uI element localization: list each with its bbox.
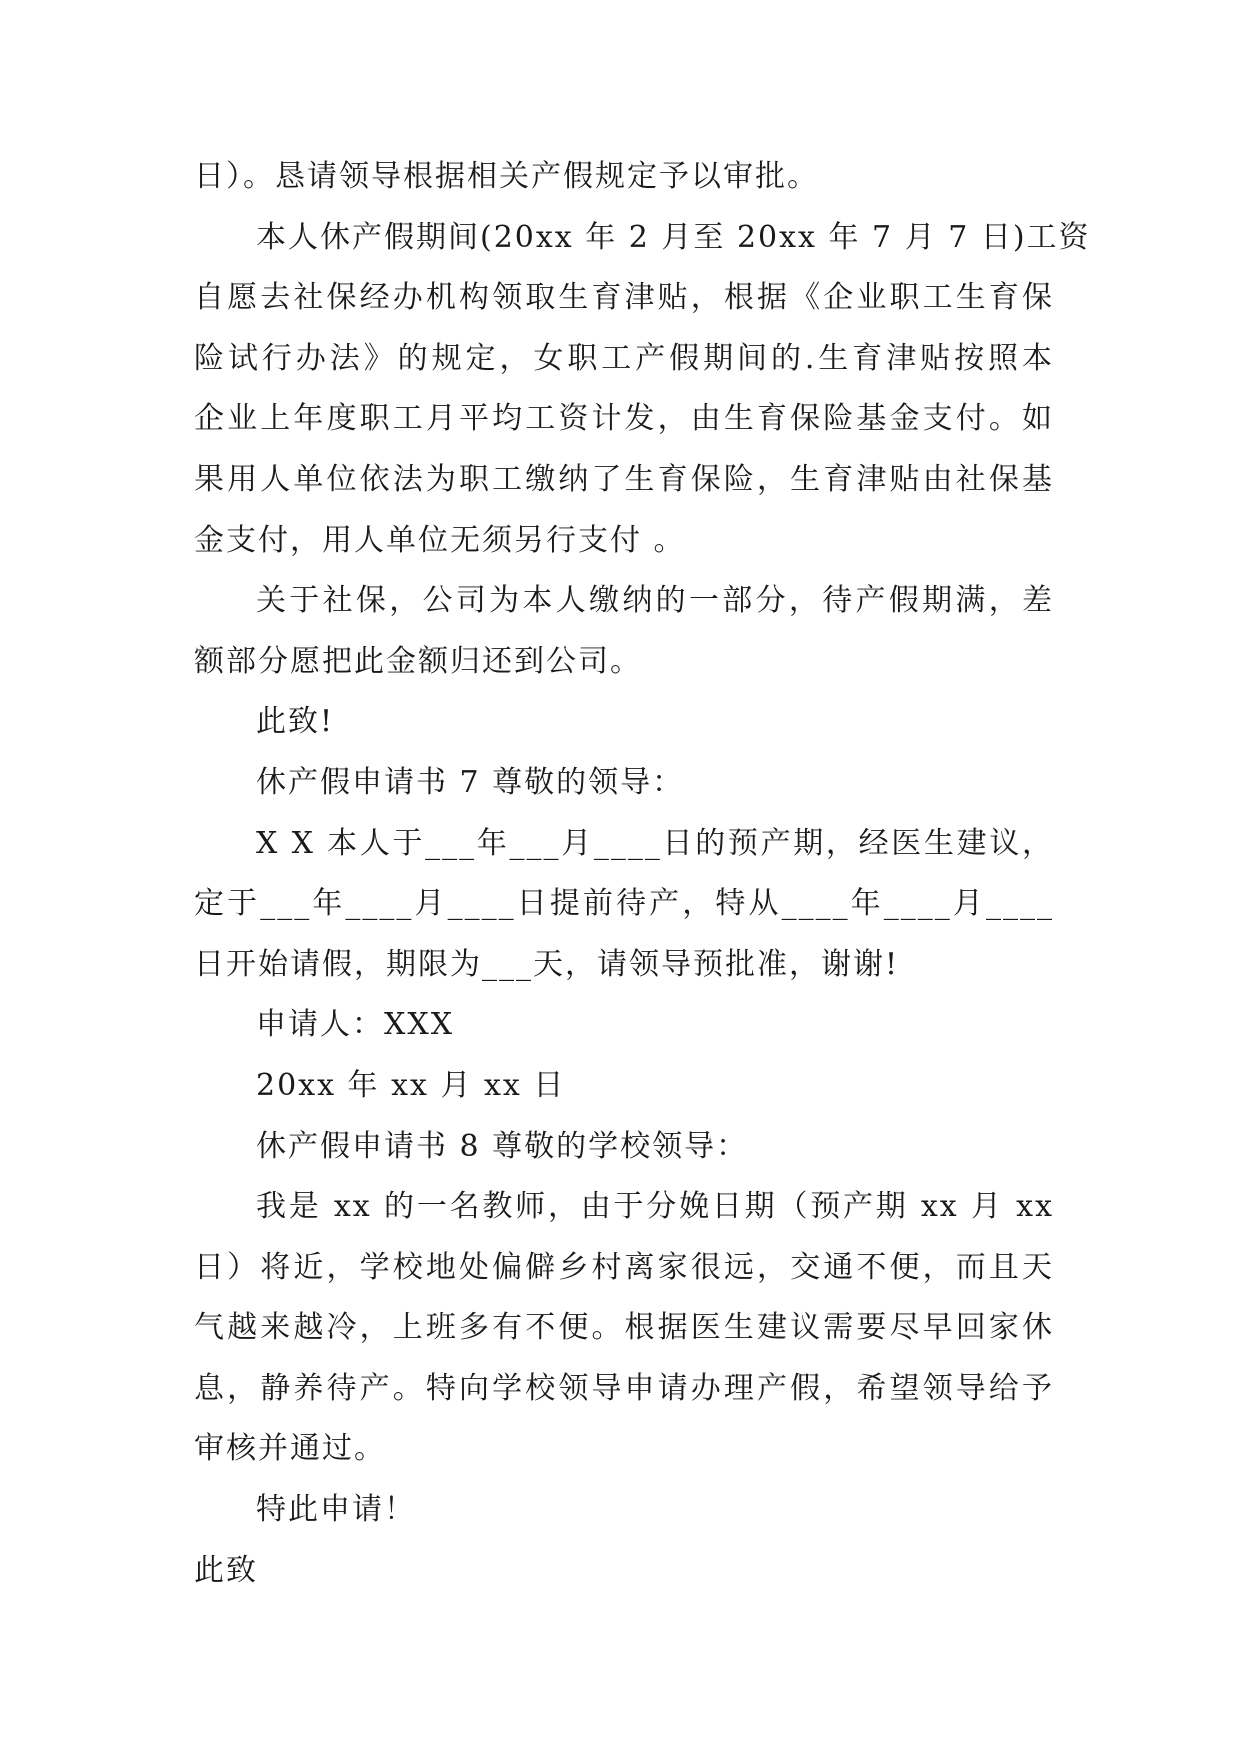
- paragraph-line: 日）将近，学校地处偏僻乡村离家很远，交通不便，而且天: [194, 1249, 1054, 1285]
- paragraph-line: X X 本人于___年___月____日的预产期，经医生建议，: [256, 825, 1054, 861]
- paragraph-line: 金支付，用人单位无须另行支付 。: [194, 522, 686, 558]
- paragraph-line: 息，静养待产。特向学校领导申请办理产假，希望领导给予: [194, 1370, 1054, 1406]
- paragraph-line: 我是 xx 的一名教师，由于分娩日期（预产期 xx 月 xx: [256, 1189, 1054, 1225]
- paragraph-line: 关于社保，公司为本人缴纳的一部分，待产假期满，差: [256, 583, 1054, 619]
- paragraph-line: 额部分愿把此金额归还到公司。: [194, 643, 642, 679]
- paragraph-line: 企业上年度职工月平均工资计发，由生育保险基金支付。如: [194, 401, 1054, 437]
- closing-line: 此致!: [256, 704, 335, 740]
- date-line: 20xx 年 xx 月 xx 日: [256, 1067, 566, 1103]
- paragraph-line: 果用人单位依法为职工缴纳了生育保险，生育津贴由社保基: [194, 461, 1054, 497]
- paragraph-line: 定于___年____月____日提前待产，特从____年____月____: [194, 886, 1054, 922]
- paragraph-line: 气越来越冷，上班多有不便。根据医生建议需要尽早回家休: [194, 1310, 1054, 1346]
- paragraph-line: 险试行办法》的规定，女职工产假期间的.生育津贴按照本: [194, 340, 1054, 376]
- paragraph-line: 日开始请假，期限为___天，请领导预批准，谢谢!: [194, 946, 900, 982]
- closing-line: 特此申请！: [256, 1492, 416, 1528]
- closing-line: 此致: [194, 1552, 258, 1588]
- paragraph-line: 日）。恳请领导根据相关产假规定予以审批。: [194, 159, 819, 194]
- paragraph-line: 审核并通过。: [194, 1431, 386, 1467]
- applicant-line: 申请人：XXX: [256, 1007, 455, 1043]
- paragraph-line: 本人休产假期间(20xx 年 2 月至 20xx 年 7 月 7 日)工资: [256, 219, 1091, 255]
- letter-heading: 休产假申请书 8 尊敬的学校领导：: [256, 1128, 749, 1164]
- letter-heading: 休产假申请书 7 尊敬的领导：: [256, 764, 685, 800]
- document-body: [194, 158, 1091, 1612]
- paragraph-line: 自愿去社保经办机构领取生育津贴，根据《企业职工生育保: [194, 280, 1054, 316]
